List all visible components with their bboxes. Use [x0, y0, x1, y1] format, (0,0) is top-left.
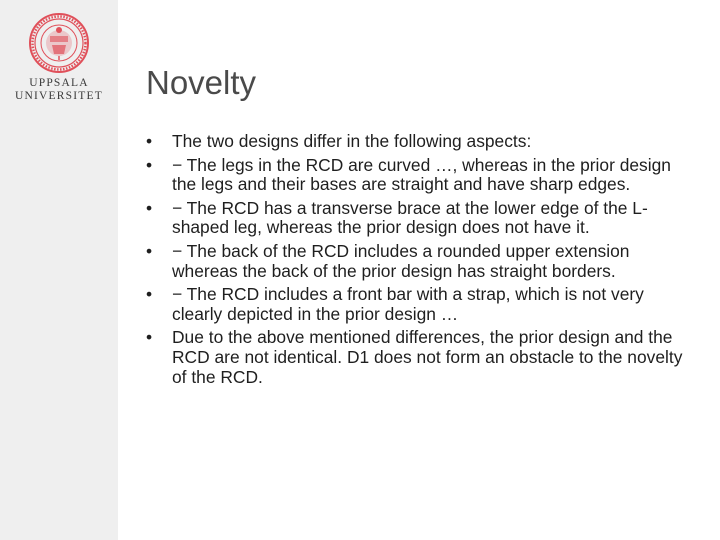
bullet-text: The two designs differ in the following aspects: — [172, 131, 532, 151]
bullet-marker: • — [146, 284, 153, 305]
list-item — [146, 328, 686, 387]
list-item — [146, 285, 686, 324]
bullet-text: − The RCD has a transverse brace at the lower edge of the L-shaped leg, whereas the prior design does not have it. — [172, 197, 648, 238]
bullet-marker: • — [146, 240, 153, 261]
list-item — [146, 199, 686, 238]
bullet-text: − The RCD includes a front bar with a strap, which is not very clearly depicted in the prior design … — [172, 284, 644, 324]
bullet-marker: • — [146, 154, 153, 175]
list-item — [146, 242, 686, 281]
bullet-list — [146, 132, 686, 387]
logo-line-2: UNIVERSITET — [15, 90, 103, 102]
slide-title: Novelty — [146, 64, 257, 101]
sidebar — [0, 0, 118, 540]
list-item — [146, 156, 686, 195]
bullet-marker: • — [146, 327, 153, 348]
bullet-text: Due to the above mentioned differences, the prior design and the RCD are not identical. D1 does not form an obstacle to the novelty of the RCD. — [172, 327, 683, 387]
logo-line-1: UPPSALA — [29, 77, 89, 89]
bullet-marker: • — [146, 197, 153, 218]
bullet-text: − The legs in the RCD are curved …, whereas in the prior design the legs and their bases are straight and have sharp edges. — [172, 154, 671, 195]
list-item — [146, 132, 686, 152]
bullet-marker: • — [146, 131, 153, 151]
university-logo — [0, 12, 118, 103]
bullet-text: − The back of the RCD includes a rounded upper extension whereas the back of the prior design has straight borders. — [172, 240, 630, 281]
university-seal-icon — [28, 12, 90, 74]
slide-body — [146, 132, 686, 391]
logo-wordmark — [0, 77, 118, 103]
